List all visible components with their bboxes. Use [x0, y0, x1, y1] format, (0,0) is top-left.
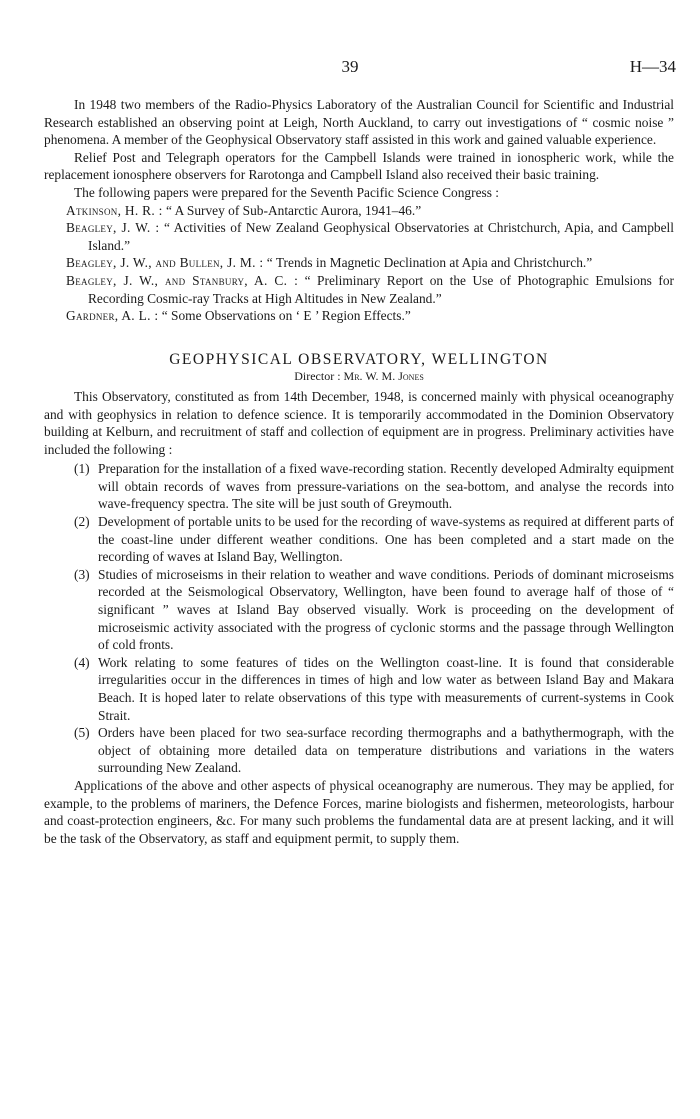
- activity-text: Work relating to some features of tides on the Wellington coast-line. It is found that considerable irregularities occur in the differences in times of high and low water as between Island Bay and Makara Beach. It is hoped later to relate observations of this type with measurements of current-systems in Cook Strait.: [98, 654, 674, 723]
- activity-text: Development of portable units to be used for the recording of wave-systems as required at different parts of the coast-line under different weather conditions. One has been completed and a start made on the recording of waves at Island Bay, Wellington.: [98, 514, 674, 565]
- activity-text: Orders have been placed for two sea-surface recording thermographs and a bathythermograph, with the object of obtaining more detailed data on temperature distributions and variations in the waters surrounding New Zealand.: [98, 725, 674, 776]
- activity-number: (3): [74, 566, 90, 582]
- paper-authors: Gardner, A. L. :: [66, 308, 159, 324]
- paper-authors: Beagley, J. W. :: [66, 220, 160, 236]
- activity-text: Preparation for the installation of a fixed wave-recording station. Recently developed Admiralty equipment will obtain records of waves from pressure-variations on the sea-bottom, and analyse the records into wave-frequency spectra. The site will be just south of Greymouth.: [98, 461, 674, 512]
- activity-item: [74, 566, 674, 654]
- activity-item: [74, 724, 674, 777]
- paper-title: “ Some Observations on ‘ E ’ Region Effects.”: [158, 308, 411, 324]
- director-line: [44, 368, 674, 386]
- activity-item: [74, 460, 674, 513]
- paper-title: “ Preliminary Report on the Use of Photographic Emulsions for Recording Cosmic-ray Tracks at High Altitudes in New Zealand.”: [88, 272, 674, 306]
- page-number: 39: [341, 57, 359, 76]
- activity-number: (1): [74, 461, 90, 477]
- director-label: Director :: [294, 369, 344, 384]
- activity-item: [74, 513, 674, 566]
- activity-number: (5): [74, 725, 90, 741]
- paper-entry: [44, 254, 674, 272]
- paper-entry: [44, 272, 674, 307]
- director-name: Mr. W. M. Jones: [343, 369, 424, 384]
- intro-paragraph-2: Relief Post and Telegraph operators for the Campbell Islands were trained in ionospheric work, while the replacement ionosphere observers for Rarotonga and Campbell Island also received their basic training.: [44, 149, 674, 183]
- paper-authors: Beagley, J. W., and Bullen, J. M. :: [66, 255, 264, 271]
- closing-paragraph: Applications of the above and other aspects of physical oceanography are numerous. They may be applied, for example, to the problems of mariners, the Defence Forces, marine biologists and fishermen, meteorologists, harbour and coast-protection engineers, &c. For many such problems the fundamental data are at present lacking, and it will be the task of the Observatory, as staff and equipment permit, to supply them.: [44, 777, 674, 846]
- intro-paragraph-3: The following papers were prepared for the Seventh Pacific Science Congress :: [74, 184, 500, 200]
- section-intro: This Observatory, constituted as from 14th December, 1948, is concerned mainly with physical oceanography and with geophysics in relation to defence science. It is temporarily accommodated in the Dominion Observatory building at Kelburn, and recruitment of staff and collection of equipment are in progress. Preliminary activities have included the following :: [44, 388, 674, 457]
- paper-authors: Atkinson, H. R. :: [66, 202, 163, 218]
- document-reference: H—34: [629, 57, 676, 76]
- intro-paragraph-1: In 1948 two members of the Radio-Physics Laboratory of the Australian Council for Scientific and Industrial Research established an observing point at Leigh, North Auckland, to carry out investigations of “ cosmic noise ” phenomena. A member of the Geophysical Observatory staff assisted in this work and gained valuable experience.: [44, 97, 674, 148]
- section-heading: GEOPHYSICAL OBSERVATORY, WELLINGTON: [169, 350, 549, 368]
- activities-list: [44, 460, 674, 777]
- paper-entry: [44, 307, 674, 325]
- activity-number: (4): [74, 654, 90, 670]
- paper-authors: Beagley, J. W., and Stanbury, A. C. :: [66, 272, 299, 288]
- paper-title: “ Trends in Magnetic Declination at Apia and Christchurch.”: [263, 255, 593, 271]
- activity-item: [74, 654, 674, 724]
- paper-title: “ Activities of New Zealand Geophysical Observatories at Christchurch, Apia, and Campbell Island.”: [88, 220, 674, 253]
- body-text: [44, 96, 674, 847]
- paper-title: “ A Survey of Sub-Antarctic Aurora, 1941–46.”: [162, 202, 422, 218]
- paper-entry: [44, 219, 674, 254]
- papers-list: [44, 202, 674, 325]
- activity-text: Studies of microseisms in their relation to weather and wave conditions. Periods of dominant microseisms recorded at the Seismological Observatory, Wellington, have been found to average half of those of “ significant ” waves at Island Bay observed visually. Work is proceeding on the development of microseismic activity associated with the progress of cyclonic storms and the passage through Wellington of cold fronts.: [98, 566, 674, 653]
- activity-number: (2): [74, 514, 90, 530]
- paper-entry: [44, 202, 674, 220]
